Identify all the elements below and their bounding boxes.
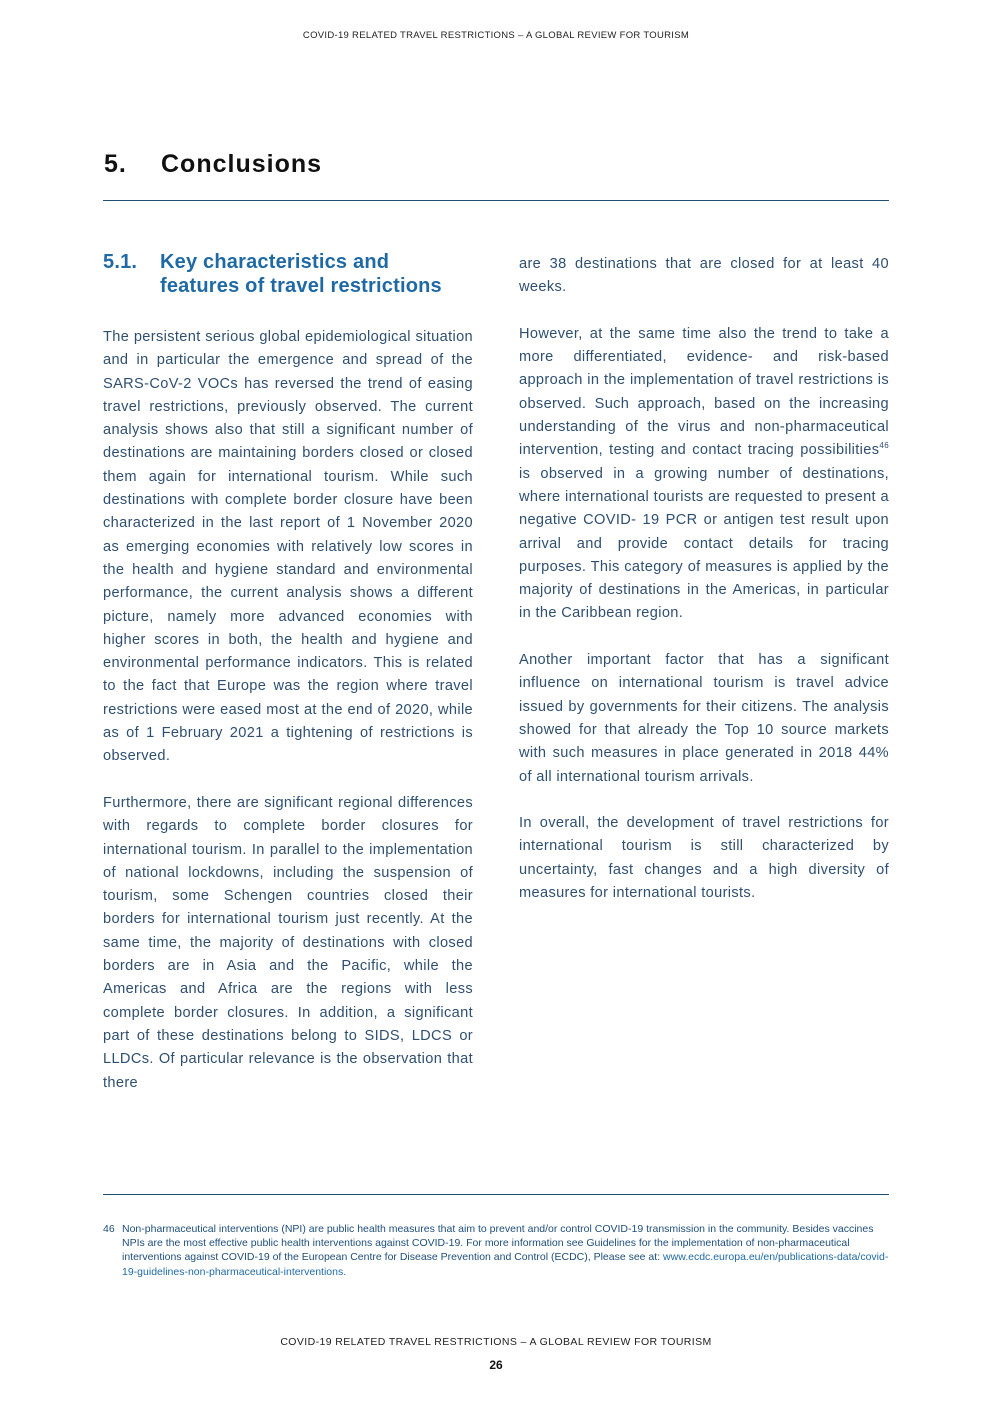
page-number: 26 [489, 1358, 503, 1372]
chapter-heading [104, 150, 322, 179]
chapter-title: Conclusions [161, 150, 323, 178]
right-column [519, 253, 889, 929]
running-header: COVID-19 RELATED TRAVEL RESTRICTIONS – A GLOBAL REVIEW FOR TOURISM [302, 30, 690, 41]
paragraph-text: is observed in a growing number of destinations, where international tourists are requested to present a negative COVID- 19 PCR or antigen test result upon arrival and provide contact details for tracing purposes. This category of measures is applied by the majority of destinations in the Americas, in particular in the Caribbean region. [519, 465, 889, 622]
footnote-link[interactable]: www.ecdc.europa.eu/en/publications-data/covid-19-guidelines-non-pharmaceutical-interventions. [122, 1251, 889, 1278]
chapter-divider [103, 200, 889, 201]
footnote-number: 46 [103, 1223, 115, 1235]
footnote [103, 1222, 889, 1279]
running-footer: COVID-19 RELATED TRAVEL RESTRICTIONS – A GLOBAL REVIEW FOR TOURISM [280, 1336, 712, 1348]
section-title: Key characteristics and features of travel restrictions [160, 251, 442, 297]
footnote-reference[interactable]: 46 [879, 441, 889, 451]
paragraph-text: However, at the same time also the trend to take a more differentiated, evidence- and risk-based approach in the implementation of travel restrictions is observed. Such approach, based on the increasing understanding of the virus and non-pharmaceutical intervention, testing and contact tracing possibilities [519, 325, 889, 459]
body-paragraph [519, 323, 889, 626]
footnote-divider [103, 1194, 889, 1195]
footnote-body [122, 1222, 889, 1279]
body-paragraph: Furthermore, there are significant regional differences with regards to complete border closures for international tourism. In parallel to the implementation of national lockdowns, including the suspension of tourism, some Schengen countries closed their borders for international tourism just recently. At the same time, the majority of destinations with closed borders are in Asia and the Pacific, while the Americas and Africa are the regions with less complete border closures. In addition, a significant part of these destinations belong to SIDS, LDCS or LLDCs. Of particular relevance is the observation that there [103, 794, 473, 1091]
left-column [103, 250, 473, 1118]
footnote-text: Non-pharmaceutical interventions (NPI) are public health measures that aim to prevent and/or control COVID-19 transmission in the community. Besides vaccines NPIs are the most effective public health interventions against COVID-19. For more information see Guidelines for the implementation of non-pharmaceutical interventions against COVID-19 of the European Centre for Disease Prevention and Control (ECDC), Please see at: [122, 1223, 874, 1264]
section-number: 5.1. [103, 251, 138, 273]
chapter-number: 5. [104, 150, 127, 178]
body-paragraph: Another important factor that has a significant influence on international tourism is travel advice issued by governments for their citizens. The analysis showed for that already the Top 10 source markets with such measures in place generated in 2018 44% of all international tourism arrivals. [519, 652, 889, 785]
body-paragraph: The persistent serious global epidemiological situation and in particular the emergence and spread of the SARS-CoV-2 VOCs has reversed the trend of easing travel restrictions, previously observed. The current analysis shows also that still a significant number of destinations are maintaining borders closed or closed them again for international tourism. While such destinations with complete border closure have been characterized in the last report of 1 November 2020 as emerging economies with relatively low scores in the health and hygiene standard and environmental performance, the current analysis shows a different picture, namely more advanced economies with higher scores in both, the health and hygiene and environmental performance indicators. This is related to the fact that Europe was the region where travel restrictions were eased most at the end of 2020, while as of 1 February 2021 a tightening of restrictions is observed. [103, 329, 473, 765]
body-paragraph: In overall, the development of travel restrictions for international tourism is still characterized by uncertainty, fast changes and a high diversity of measures for international tourists. [519, 815, 889, 902]
body-paragraph: are 38 destinations that are closed for at least 40 weeks. [519, 256, 889, 296]
section-heading [103, 250, 473, 298]
